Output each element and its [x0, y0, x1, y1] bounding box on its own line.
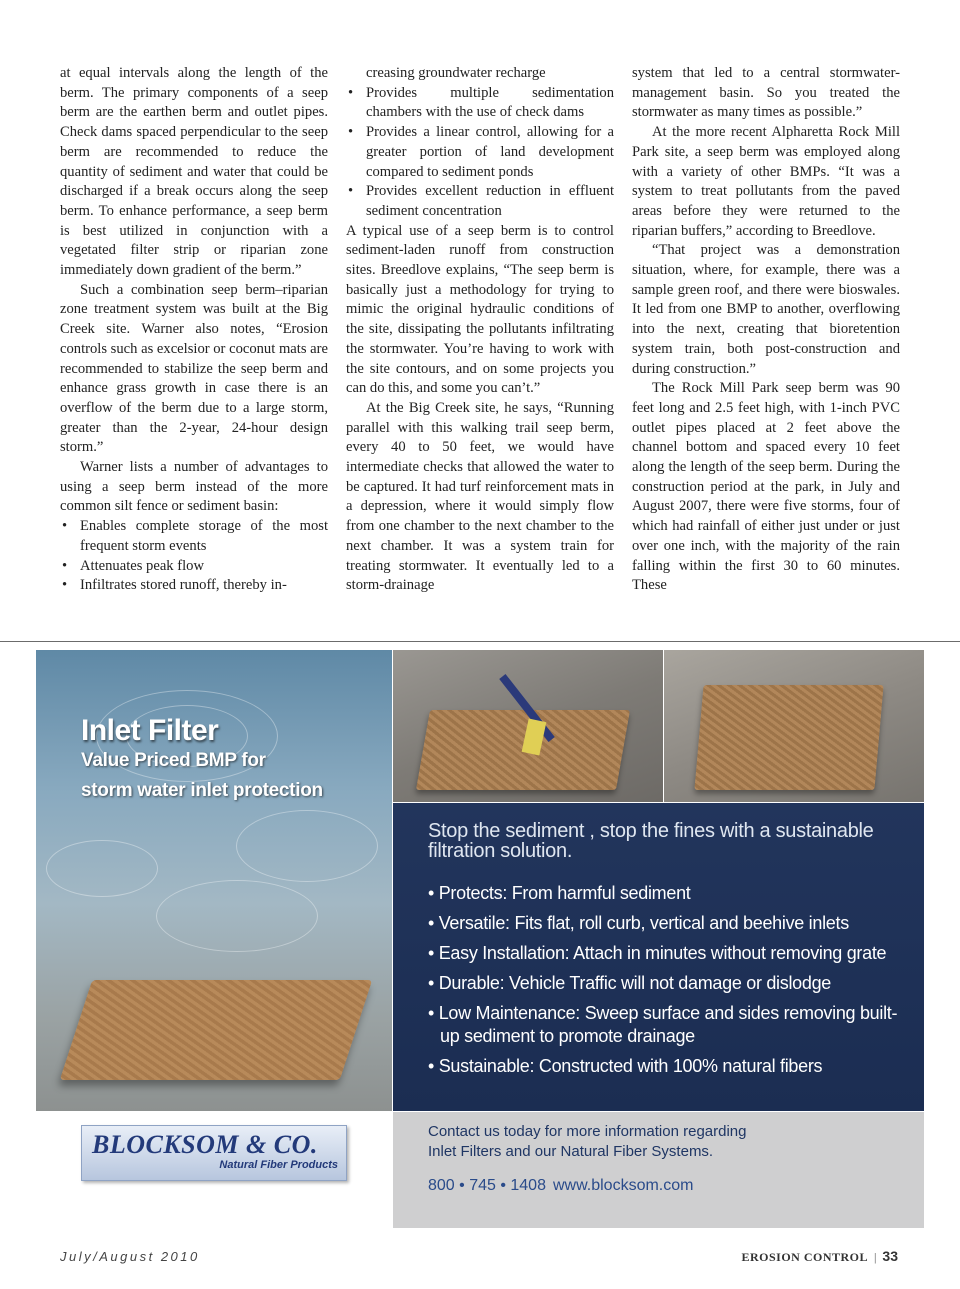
paragraph: The Rock Mill Park seep berm was 90 feet long and 2.5 feet high, with 1-inch PVC outlet pipes placed at 2 feet above the channel bottom and spaced every 10 feet along the length of the seep berm. During the construction period at the park, in July and August 2007, there were five storms, four of which had rainfall of either just under or just over one inch, with the majority of the rain falling within the first 30 to 60 minutes. These — [632, 380, 900, 594]
paragraph: system that led to a central stormwater-management basin. So you treated the stormwater as many times as possible.” — [632, 65, 900, 121]
contact-line: Contact us today for more information regarding — [428, 1123, 747, 1140]
magazine-name: EROSION CONTROL — [741, 1250, 869, 1264]
ad-tagline: Stop the sediment , stop the fines with a sustainable filtration solution. — [428, 820, 874, 862]
logo-tagline: Natural Fiber Products — [219, 1159, 338, 1171]
continuation-text: creasing groundwater recharge — [366, 65, 546, 81]
paragraph: At the more recent Alpharetta Rock Mill Park site, a seep berm was employed along with a variety of other BMPs. “It was a system to treat pollutants from the paved areas before they were returned to the riparian buffers,” according to Breedlove. — [632, 124, 900, 239]
feature-item: • Sustainable: Constructed with 100% natural fibers — [428, 1056, 823, 1076]
paragraph: at equal intervals along the length of the berm. The primary components of a seep berm are the earthen berm and outlet pipes. Check dams spaced perpendicular to the seep berm are recommended to reduce the quantity of sediment and water that could be discharged if a break occurs along the seep berm. To enhance performance, a seep berm is best utilized in conjunction with a vegetated filter strip or riparian zone immediately down gradient of the berm.” — [60, 65, 328, 279]
list-item: • Enables complete storage of the most frequent storm events — [60, 517, 328, 556]
article-column-1 — [60, 64, 328, 596]
article-column-3 — [632, 64, 900, 596]
phone-number: 800 • 745 • 1408 — [428, 1177, 546, 1194]
water-ripple — [46, 840, 158, 897]
divider — [0, 641, 960, 642]
filter-mat-image — [694, 685, 883, 790]
paragraph: A typical use of a seep berm is to control sediment-laden runoff from construction sites. Breedlove explains, “The seep berm is basically just a methodology for trying to mimic the original hydraulic conditions of the site, dissipating the pollutants infiltrating the stormwater. You’re having to work with the site contours, and on some projects you can do this, and some you can’t.” — [346, 222, 614, 397]
advantages-list — [60, 517, 328, 596]
ad-subtitle: Value Priced BMP for — [81, 750, 266, 771]
page-footer — [741, 1248, 898, 1265]
article-column-2 — [346, 64, 614, 596]
contact-panel — [393, 1112, 924, 1228]
water-ripple — [156, 880, 318, 952]
ad-title: Inlet Filter — [81, 714, 219, 747]
advertisement — [36, 650, 924, 1228]
feature-item: • Low Maintenance: Sweep surface and sides removing built-up sediment to promote drainage — [428, 1003, 898, 1046]
paragraph: Warner lists a number of advantages to using a seep berm instead of the more common silt fence or sediment basin: — [60, 459, 328, 515]
feature-item: • Durable: Vehicle Traffic will not damage or dislodge — [428, 973, 831, 993]
contact-line: Inlet Filters and our Natural Fiber Systems. — [428, 1143, 714, 1160]
ad-hero-image — [36, 650, 392, 1111]
feature-item: • Easy Installation: Attach in minutes without removing grate — [428, 943, 887, 963]
feature-panel — [393, 803, 924, 1111]
feature-list — [428, 882, 908, 1085]
list-item: • Provides multiple sedimentation chambers with the use of check dams — [346, 84, 614, 123]
contact-text — [428, 1122, 747, 1162]
advantages-list-continued — [346, 64, 614, 222]
list-item: • Infiltrates stored runoff, thereby in- — [60, 576, 328, 596]
installed-filter-photo — [664, 650, 924, 802]
logo-name: BLOCKSOM & CO. — [92, 1130, 318, 1159]
filter-mat-image — [60, 980, 372, 1080]
ad-subtitle: storm water inlet protection — [81, 780, 323, 801]
feature-item: • Protects: From harmful sediment — [428, 883, 691, 903]
list-item: • Provides excellent reduction in effluent sediment concentration — [346, 182, 614, 221]
paragraph: At the Big Creek site, he says, “Running parallel with this walking trail seep berm, every 40 to 50 feet, we would have intermediate checks that allowed the water to be captured. It had turf reinforcement mats in a depression, where it would simply flow from one chamber to the next chamber to the next chamber. It was a system train for treating stormwater. It eventually led to a storm-drainage — [346, 399, 614, 594]
paragraph: “That project was a demonstration situation, where, for example, there was a sample green roof, and there were bioswales. It led from one BMP to another, overflowing into the next, creating that bioretention system train, both post-construction and during construction.” — [632, 242, 900, 377]
installation-photo — [393, 650, 663, 802]
feature-item: • Versatile: Fits flat, roll curb, vertical and beehive inlets — [428, 913, 849, 933]
issue-date: July/August 2010 — [60, 1249, 200, 1264]
company-logo — [81, 1125, 347, 1181]
page-number: 33 — [882, 1248, 898, 1264]
list-item: • Attenuates peak flow — [60, 557, 328, 577]
list-item-continuation — [346, 64, 614, 84]
list-item: • Provides a linear control, allowing for a greater portion of land development compared to sediment ponds — [346, 123, 614, 182]
footer-separator: | — [874, 1250, 877, 1264]
website-link[interactable]: www.blocksom.com — [553, 1177, 694, 1194]
water-ripple — [236, 810, 378, 882]
paragraph: Such a combination seep berm–riparian zone treatment system was built at the Big Creek site. Warner also notes, “Erosion controls such as excelsior or coconut mats are recommended to stabilize the seep berm and enhance grass growth in case there is an overflow of the berm due to a large storm, greater than the 2-year, 24-hour design storm.” — [60, 281, 328, 456]
